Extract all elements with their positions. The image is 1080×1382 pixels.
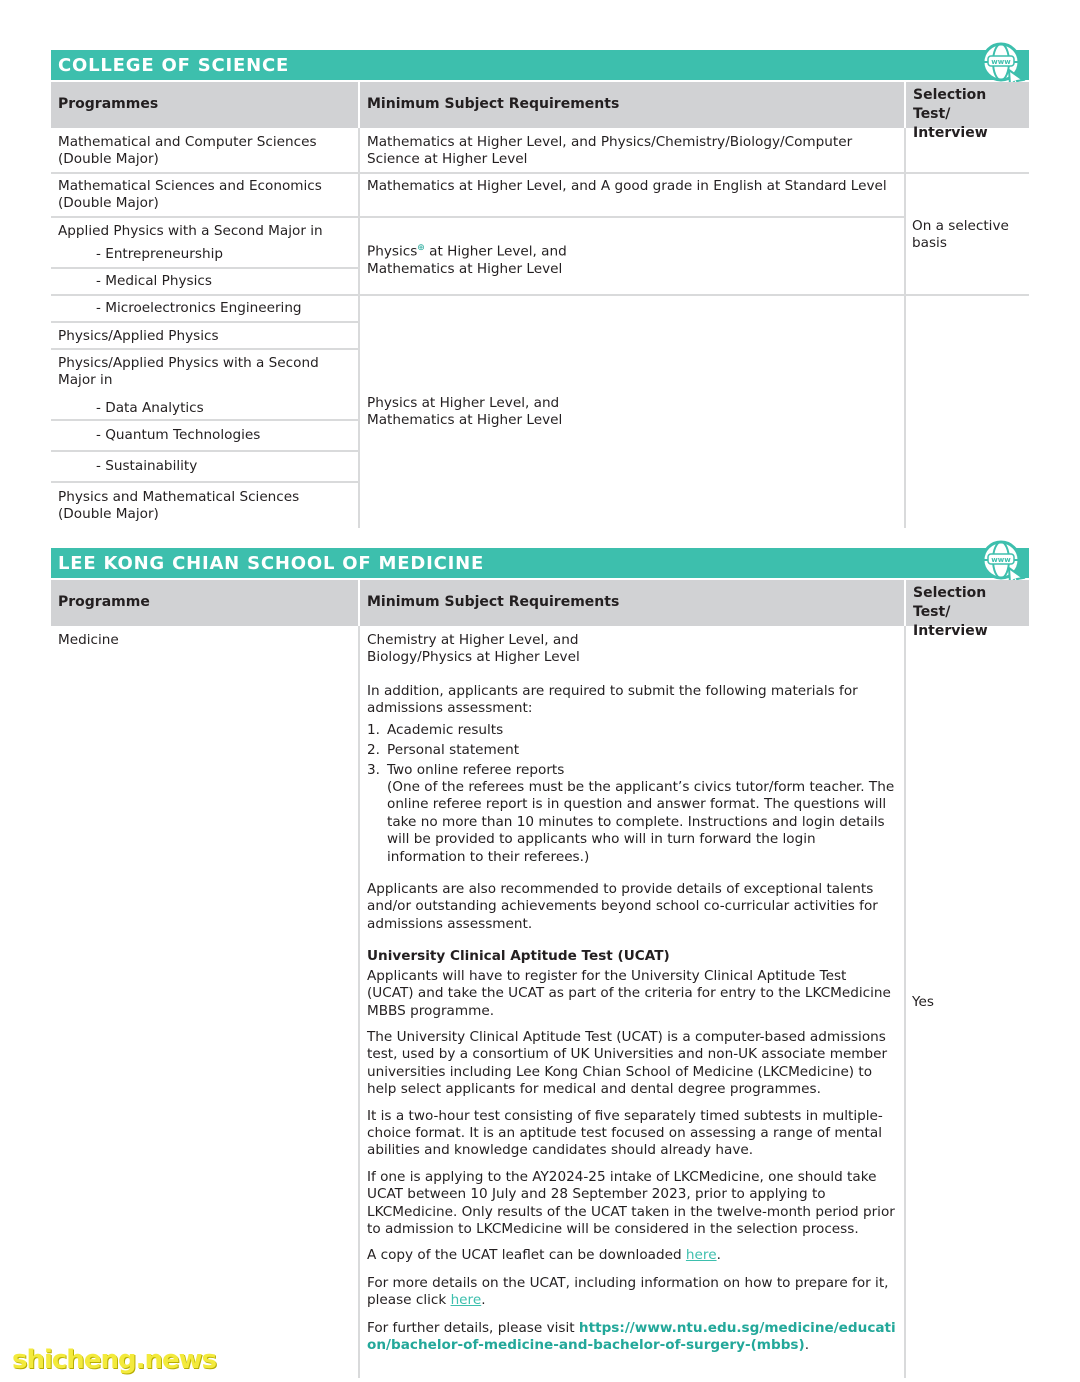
header-requirements: Minimum Subject Requirements <box>360 82 904 128</box>
programme-sub-item: - Microelectronics Engineering <box>96 300 302 316</box>
selection-cell: On a selective basis <box>912 218 1009 252</box>
programme-cell: Physics/Applied Physics with a Second Major in <box>58 355 319 389</box>
header-selection: Selection Test/ Interview <box>906 82 1029 128</box>
requirements-cell: Physics⊕ at Higher Level, and Mathematics at Higher Level <box>367 243 567 277</box>
ucat-details-link[interactable]: here <box>450 1292 482 1309</box>
programme-cell: Medicine <box>58 632 119 648</box>
row-divider <box>51 348 358 350</box>
www-label: www <box>991 58 1011 66</box>
row-divider <box>51 419 358 421</box>
header-requirements: Minimum Subject Requirements <box>360 580 904 626</box>
column-divider <box>904 626 906 1378</box>
www-label: www <box>991 556 1011 564</box>
section-title: COLLEGE OF SCIENCE <box>58 55 290 76</box>
row-divider <box>358 294 1029 296</box>
programme-sub-item: - Sustainability <box>96 458 198 474</box>
list-item: 2. Personal statement <box>367 741 520 758</box>
watermark-logo: shicheng.news <box>12 1345 217 1375</box>
column-divider <box>904 128 906 528</box>
programme-sub-item: - Data Analytics <box>96 400 204 416</box>
section-title-band <box>51 548 1029 578</box>
column-divider <box>358 128 360 528</box>
mbbs-link[interactable]: https://www.ntu.edu.sg/medicine/education/bachelor-of-medicine-and-bachelor-of-surgery-(mbbs) <box>367 1319 896 1353</box>
materials-list <box>367 722 897 866</box>
medicine-section <box>51 548 1029 1378</box>
programme-sub-item: - Quantum Technologies <box>96 427 261 443</box>
requirements-cell: Mathematics at Higher Level, and A good grade in English at Standard Level <box>367 178 887 194</box>
column-divider <box>358 626 360 1378</box>
row-divider <box>51 321 358 323</box>
list-item: 1. Academic results <box>367 721 504 738</box>
ucat-heading: University Clinical Aptitude Test (UCAT) <box>367 948 670 965</box>
referee-note: (One of the referees must be the applicant’s civics tutor/form teacher. The online referee report is in question and answer format. The questions will take no more than 10 minutes to complete. Instructions and login details will be provided to applicants who will in turn forward the login information to their referees.) <box>387 779 895 865</box>
requirements-cell: Mathematics at Higher Level, and Physics/Chemistry/Biology/Computer Science at Higher Level <box>367 134 853 168</box>
row-divider <box>51 481 358 483</box>
row-divider <box>51 216 904 218</box>
selection-cell: Yes <box>912 994 934 1010</box>
requirements-cell: Chemistry at Higher Level, and Biology/Physics at Higher Level In addition, applicants are required to submit the following materials for admissions assessment: 1. Academic results 2. Personal statement 3. Two online referee reports (One of the referees must be the applicant’s civics tutor/form teacher. The online referee report is in question and answer format. The questions will take no more than 10 minutes to complete. Instructions and login details will be provided to applicants who will in turn forward the login information to their referees.) Applicants are also recommended to provide details of exceptional talents and/or outstanding achievements beyond school co-curricular activities for admissions assessment. University Clinical Aptitude Test (UCAT) Applicants will have to register for the University Clinical Aptitude Test (UCAT) and take the UCAT as part of the criteria for entry to the LKCMedicine MBBS programme. The University Clinical Aptitude Test (UCAT) is a computer-based admissions test, used by a consortium of UK Universities and non-UK associate member universities including Lee Kong Chian School of Medicine (LKCMedicine) to help select applicants for medical and dental degree programmes. It is a two-hour test consisting of five separately timed subtests in multiple-choice format. It is an aptitude test focused on assessing a range of mental abilities and knowledge candidates should already have. If one is applying to the AY2024-25 intake of LKCMedicine, one should take UCAT between 10 July and 28 September 2023, prior to applying to LKCMedicine. Only results of the UCAT taken in the twelve-month period prior to admission to LKCMedicine will be considered in the selection process. A copy of the UCAT leaflet can be downloaded here. For more details on the UCAT, including information on how to prepare for it, please click here. For further details, please visit https://www.ntu.edu.sg/medicine/education/bachelor-of-medicine-and-bachelor-of-surgery-(mbbs). <box>367 632 896 1353</box>
row-divider <box>51 450 358 452</box>
programme-cell: Physics/Applied Physics <box>58 328 219 344</box>
note-mark-icon: ⊕ <box>417 243 425 253</box>
science-section <box>51 50 1029 530</box>
list-item: 3. Two online referee reports (One of the referees must be the applicant’s civics tutor/form teacher. The online referee report is in question and answer format. The questions will take no more than 10 minutes to complete. Instructions and login details will be provided to applicants who will in turn forward the login information to their referees.) <box>367 762 897 866</box>
programme-sub-item: - Entrepreneurship <box>96 246 223 262</box>
programme-cell: Mathematical and Computer Sciences (Double Major) <box>58 134 317 168</box>
leaflet-link[interactable]: here <box>685 1247 717 1264</box>
programme-cell: Applied Physics with a Second Major in <box>58 223 323 239</box>
header-programme: Programme <box>51 580 358 626</box>
section-title-band <box>51 50 1029 80</box>
row-divider <box>51 172 1029 174</box>
requirements-cell: Physics at Higher Level, and Mathematics at Higher Level <box>367 395 563 429</box>
row-divider <box>51 267 358 269</box>
row-divider <box>51 294 358 296</box>
programme-sub-item: - Medical Physics <box>96 273 212 289</box>
section-title: LEE KONG CHIAN SCHOOL OF MEDICINE <box>58 553 485 574</box>
programme-cell: Mathematical Sciences and Economics (Double Major) <box>58 178 322 212</box>
header-selection: Selection Test/ Interview <box>906 580 1029 626</box>
header-programmes: Programmes <box>51 82 358 128</box>
programme-cell: Physics and Mathematical Sciences (Double Major) <box>58 489 300 523</box>
